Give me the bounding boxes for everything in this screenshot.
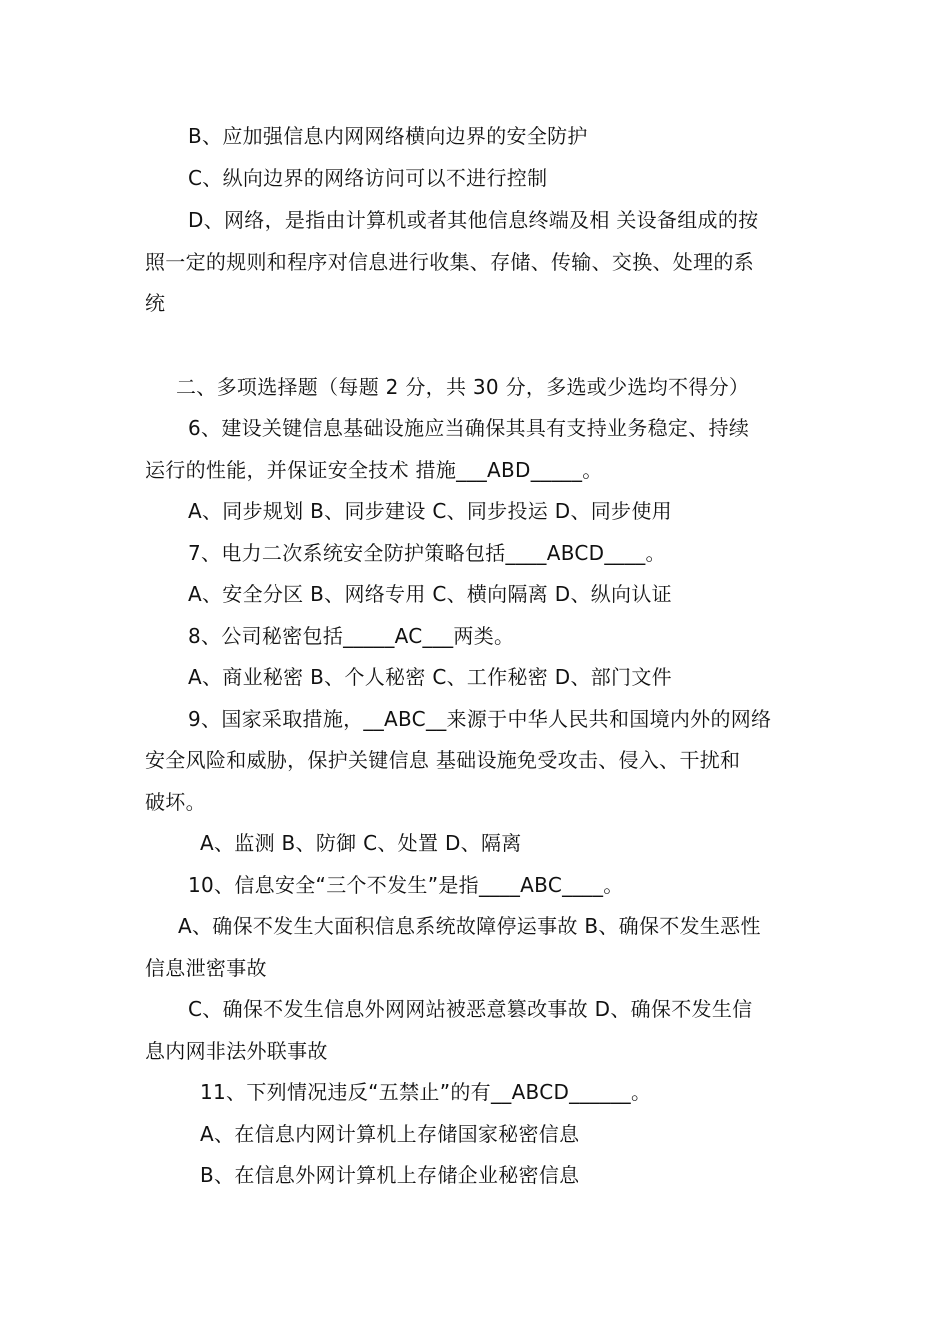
question-10-options-ab: A、确保不发生大面积信息系统故障停运事故 B、确保不发生恶性	[178, 914, 761, 938]
question-10-options-cd-cont: 息内网非法外联事故	[145, 1039, 328, 1063]
question-8: 8、公司秘密包括_____AC___两类。	[188, 624, 515, 648]
question-6: 6、建设关键信息基础设施应当确保其具有支持业务稳定、持续	[188, 416, 750, 440]
question-10-options-ab-cont: 信息泄密事故	[145, 956, 267, 980]
question-8-options: A、商业秘密 B、个人秘密 C、工作秘密 D、部门文件	[188, 665, 672, 689]
question-6-cont: 运行的性能，并保证安全技术 措施___ABD_____。	[145, 458, 603, 482]
option-b-horizontal-boundary: B、应加强信息内网网络横向边界的安全防护	[188, 124, 588, 148]
question-11-option-a: A、在信息内网计算机上存储国家秘密信息	[200, 1122, 580, 1146]
section-heading-multiple-choice: 二、多项选择题（每题 2 分，共 30 分，多选或少选均不得分）	[176, 375, 750, 399]
question-9-end: 破坏。	[145, 790, 206, 814]
question-6-options: A、同步规划 B、同步建设 C、同步投运 D、同步使用	[188, 499, 672, 523]
option-c-vertical-boundary: C、纵向边界的网络访问可以不进行控制	[188, 166, 548, 190]
question-9: 9、国家采取措施，__ABC__来源于中华人民共和国境内外的网络	[188, 707, 772, 731]
question-9-options: A、监测 B、防御 C、处置 D、隔离	[200, 831, 522, 855]
question-11-option-b: B、在信息外网计算机上存储企业秘密信息	[200, 1163, 580, 1187]
question-7: 7、电力二次系统安全防护策略包括____ABCD____。	[188, 541, 666, 565]
question-10-options-cd: C、确保不发生信息外网网站被恶意篡改事故 D、确保不发生信	[188, 997, 753, 1021]
question-7-options: A、安全分区 B、网络专用 C、横向隔离 D、纵向认证	[188, 582, 672, 606]
question-11: 11、下列情况违反“五禁止”的有__ABCD______。	[200, 1080, 652, 1104]
option-d-network-definition-cont: 照一定的规则和程序对信息进行收集、存储、传输、交换、处理的系	[145, 250, 754, 274]
question-9-cont: 安全风险和威胁，保护关键信息 基础设施免受攻击、侵入、干扰和	[145, 748, 741, 772]
option-d-network-definition-end: 统	[145, 291, 166, 315]
option-d-network-definition: D、网络，是指由计算机或者其他信息终端及相 关设备组成的按	[188, 208, 759, 232]
question-10: 10、信息安全“三个不发生”是指____ABC____。	[188, 873, 624, 897]
